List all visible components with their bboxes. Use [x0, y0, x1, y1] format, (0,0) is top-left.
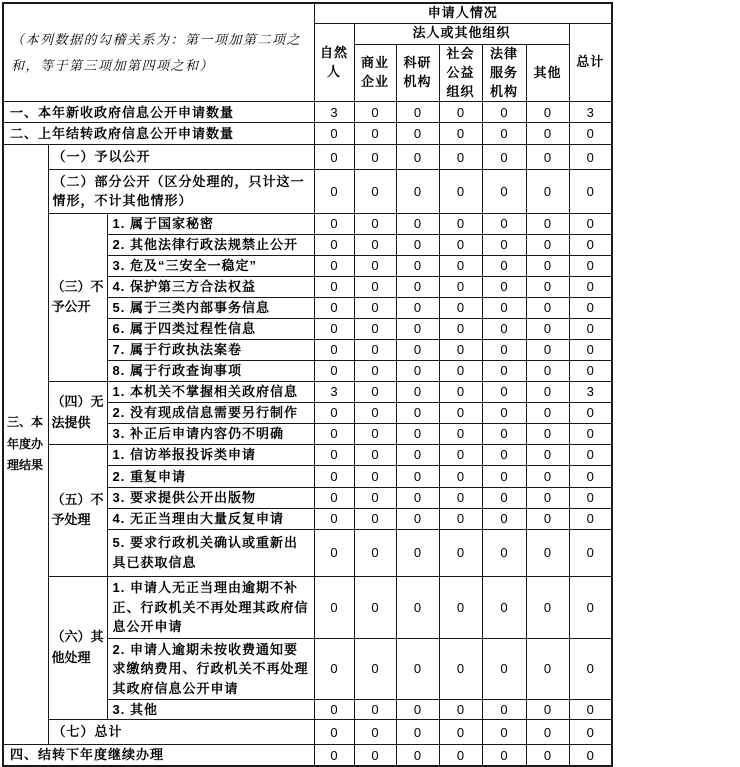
value-cell: 0	[569, 508, 612, 529]
value-cell: 0	[569, 576, 612, 638]
col-header-research-institution: 科研机构	[396, 44, 439, 102]
value-cell: 0	[396, 318, 439, 339]
value-cell: 0	[526, 444, 569, 465]
value-cell: 0	[354, 487, 396, 508]
value-cell: 0	[482, 234, 526, 255]
row-label: 5. 属于三类内部事务信息	[107, 297, 314, 318]
value-cell: 0	[526, 123, 569, 145]
value-cell: 0	[569, 720, 612, 745]
value-cell: 0	[482, 444, 526, 465]
col-header-social-welfare-org: 社会公益组织	[439, 44, 482, 102]
value-cell: 0	[569, 234, 612, 255]
value-cell: 0	[526, 145, 569, 170]
value-cell: 0	[354, 234, 396, 255]
value-cell: 0	[482, 145, 526, 170]
value-cell: 0	[396, 444, 439, 465]
value-cell: 0	[314, 444, 354, 465]
value-cell: 0	[569, 145, 612, 170]
value-cell: 0	[314, 123, 354, 145]
value-cell: 0	[526, 508, 569, 529]
value-cell: 0	[354, 576, 396, 638]
value-cell: 0	[396, 576, 439, 638]
value-cell: 0	[482, 487, 526, 508]
value-cell: 0	[396, 744, 439, 766]
value-cell: 0	[354, 169, 396, 213]
value-cell: 0	[314, 360, 354, 381]
value-cell: 0	[569, 465, 612, 487]
value-cell: 3	[314, 381, 354, 402]
value-cell: 0	[482, 529, 526, 576]
value-cell: 0	[439, 402, 482, 423]
row-label: 4. 无正当理由大量反复申请	[107, 508, 314, 529]
value-cell: 0	[439, 339, 482, 360]
row-label: 7. 属于行政执法案卷	[107, 339, 314, 360]
row-label: 1. 属于国家秘密	[107, 213, 314, 234]
table-row	[3, 102, 612, 123]
value-cell: 0	[482, 169, 526, 213]
row-label: 四、结转下年度继续办理	[3, 744, 314, 766]
value-cell: 3	[569, 381, 612, 402]
value-cell: 0	[396, 638, 439, 699]
value-cell: 0	[439, 576, 482, 638]
value-cell: 0	[482, 402, 526, 423]
value-cell: 0	[482, 123, 526, 145]
value-cell: 0	[526, 744, 569, 766]
value-cell: 0	[439, 444, 482, 465]
value-cell: 0	[354, 638, 396, 699]
value-cell: 0	[439, 487, 482, 508]
value-cell: 0	[526, 638, 569, 699]
row-label: 2. 重复申请	[107, 465, 314, 487]
value-cell: 0	[526, 339, 569, 360]
value-cell: 0	[482, 339, 526, 360]
col-header-legal-service-org: 法律服务机构	[482, 44, 526, 102]
value-cell: 0	[396, 339, 439, 360]
value-cell: 0	[569, 169, 612, 213]
group-label-other-handling: （六）其他处理	[48, 576, 107, 720]
value-cell: 0	[439, 720, 482, 745]
value-cell: 0	[569, 123, 612, 145]
value-cell: 0	[314, 487, 354, 508]
header-row-1	[3, 3, 612, 23]
value-cell: 0	[439, 360, 482, 381]
value-cell: 0	[439, 255, 482, 276]
group-label-not-processed: （五）不予处理	[48, 444, 107, 576]
disclosure-statistics-table	[2, 2, 613, 767]
value-cell: 0	[526, 102, 569, 123]
value-cell: 0	[482, 381, 526, 402]
value-cell: 0	[439, 508, 482, 529]
value-cell: 0	[354, 213, 396, 234]
value-cell: 0	[482, 360, 526, 381]
value-cell: 0	[439, 638, 482, 699]
row-label: 4. 保护第三方合法权益	[107, 276, 314, 297]
value-cell: 0	[526, 487, 569, 508]
value-cell: 0	[396, 487, 439, 508]
value-cell: 0	[439, 465, 482, 487]
value-cell: 0	[569, 444, 612, 465]
value-cell: 0	[569, 339, 612, 360]
value-cell: 0	[526, 381, 569, 402]
value-cell: 0	[526, 255, 569, 276]
value-cell: 0	[314, 213, 354, 234]
value-cell: 0	[354, 744, 396, 766]
value-cell: 0	[569, 744, 612, 766]
value-cell: 0	[314, 529, 354, 576]
table-row	[3, 381, 612, 402]
value-cell: 0	[396, 381, 439, 402]
value-cell: 0	[314, 744, 354, 766]
value-cell: 0	[354, 699, 396, 720]
col-header-other: 其他	[526, 44, 569, 102]
value-cell: 0	[314, 297, 354, 318]
row-label: 3. 要求提供公开出版物	[107, 487, 314, 508]
value-cell: 0	[439, 423, 482, 444]
value-cell: 0	[354, 102, 396, 123]
value-cell: 0	[314, 402, 354, 423]
value-cell: 0	[569, 402, 612, 423]
value-cell: 0	[482, 213, 526, 234]
value-cell: 0	[482, 423, 526, 444]
value-cell: 0	[354, 381, 396, 402]
value-cell: 0	[396, 145, 439, 170]
row-label: 一、本年新收政府信息公开申请数量	[3, 102, 314, 123]
value-cell: 0	[439, 123, 482, 145]
table-row	[3, 720, 612, 745]
value-cell: 0	[526, 318, 569, 339]
value-cell: 0	[396, 465, 439, 487]
value-cell: 0	[396, 699, 439, 720]
row-label: 2. 其他法律行政法规禁止公开	[107, 234, 314, 255]
table-row	[3, 444, 612, 465]
value-cell: 0	[396, 213, 439, 234]
value-cell: 0	[314, 145, 354, 170]
value-cell: 0	[314, 576, 354, 638]
value-cell: 0	[354, 276, 396, 297]
value-cell: 0	[354, 465, 396, 487]
value-cell: 0	[439, 381, 482, 402]
value-cell: 0	[354, 529, 396, 576]
value-cell: 0	[314, 255, 354, 276]
value-cell: 0	[314, 423, 354, 444]
value-cell: 0	[354, 508, 396, 529]
value-cell: 0	[396, 360, 439, 381]
value-cell: 0	[482, 508, 526, 529]
value-cell: 0	[314, 465, 354, 487]
row-label: 8. 属于行政查询事项	[107, 360, 314, 381]
row-label: 2. 没有现成信息需要另行制作	[107, 402, 314, 423]
group-label-unable-to-provide: （四）无法提供	[48, 381, 107, 444]
value-cell: 0	[526, 213, 569, 234]
value-cell: 0	[314, 508, 354, 529]
value-cell: 0	[314, 234, 354, 255]
value-cell: 0	[526, 234, 569, 255]
value-cell: 0	[396, 529, 439, 576]
value-cell: 0	[439, 234, 482, 255]
value-cell: 0	[439, 744, 482, 766]
value-cell: 0	[526, 529, 569, 576]
row-label: 二、上年结转政府信息公开申请数量	[3, 123, 314, 145]
row-label: 5. 要求行政机关确认或重新出具已获取信息	[107, 529, 314, 576]
value-cell: 0	[396, 102, 439, 123]
row-label: 3. 补正后申请内容仍不明确	[107, 423, 314, 444]
value-cell: 0	[439, 213, 482, 234]
value-cell: 0	[569, 255, 612, 276]
value-cell: 0	[354, 318, 396, 339]
value-cell: 0	[354, 444, 396, 465]
value-cell: 0	[569, 423, 612, 444]
value-cell: 0	[526, 423, 569, 444]
value-cell: 0	[482, 720, 526, 745]
value-cell: 0	[354, 123, 396, 145]
value-cell: 0	[439, 102, 482, 123]
value-cell: 0	[396, 276, 439, 297]
value-cell: 0	[396, 234, 439, 255]
value-cell: 0	[396, 402, 439, 423]
value-cell: 0	[354, 255, 396, 276]
value-cell: 0	[482, 744, 526, 766]
table-row	[3, 744, 612, 766]
row-label: 2. 申请人逾期未按收费通知要求缴纳费用、行政机关不再处理其政府信息公开申请	[107, 638, 314, 699]
table-row	[3, 213, 612, 234]
value-cell: 0	[526, 402, 569, 423]
value-cell: 0	[569, 276, 612, 297]
value-cell: 0	[439, 297, 482, 318]
value-cell: 0	[314, 339, 354, 360]
value-cell: 0	[569, 699, 612, 720]
value-cell: 0	[526, 720, 569, 745]
value-cell: 0	[314, 169, 354, 213]
value-cell: 0	[569, 213, 612, 234]
value-cell: 0	[396, 255, 439, 276]
table-row	[3, 123, 612, 145]
row-label: 1. 本机关不掌握相关政府信息	[107, 381, 314, 402]
value-cell: 0	[396, 508, 439, 529]
col-header-commercial-enterprise: 商业企业	[354, 44, 396, 102]
table-row	[3, 145, 612, 170]
value-cell: 0	[526, 576, 569, 638]
value-cell: 0	[526, 276, 569, 297]
value-cell: 0	[482, 465, 526, 487]
value-cell: 0	[482, 699, 526, 720]
value-cell: 0	[439, 145, 482, 170]
col-header-applicant-situation: 申请人情况	[314, 3, 612, 23]
value-cell: 0	[439, 699, 482, 720]
value-cell: 0	[482, 102, 526, 123]
value-cell: 0	[526, 297, 569, 318]
value-cell: 0	[482, 638, 526, 699]
value-cell: 0	[314, 276, 354, 297]
value-cell: 0	[569, 318, 612, 339]
value-cell: 3	[314, 102, 354, 123]
value-cell: 0	[314, 699, 354, 720]
value-cell: 0	[314, 318, 354, 339]
value-cell: 0	[569, 297, 612, 318]
value-cell: 0	[439, 318, 482, 339]
value-cell: 0	[526, 465, 569, 487]
reconciliation-note: （本列数据的勾稽关系为：第一项加第二项之和，等于第三项加第四项之和）	[3, 3, 314, 102]
value-cell: 0	[354, 402, 396, 423]
row-label: （一）予以公开	[48, 145, 314, 170]
col-header-legal-or-other-org: 法人或其他组织	[354, 23, 569, 44]
value-cell: 0	[354, 720, 396, 745]
value-cell: 0	[482, 297, 526, 318]
row-label: （二）部分公开（区分处理的，只计这一情形，不计其他情形）	[48, 169, 314, 213]
value-cell: 0	[569, 487, 612, 508]
col-header-natural-person: 自然人	[314, 23, 354, 102]
value-cell: 0	[482, 576, 526, 638]
value-cell: 0	[396, 297, 439, 318]
value-cell: 0	[526, 169, 569, 213]
value-cell: 0	[396, 169, 439, 213]
value-cell: 0	[439, 169, 482, 213]
value-cell: 0	[354, 423, 396, 444]
value-cell: 3	[569, 102, 612, 123]
value-cell: 0	[482, 276, 526, 297]
value-cell: 0	[439, 529, 482, 576]
row-label: 1. 信访举报投诉类申请	[107, 444, 314, 465]
table-row	[3, 576, 612, 638]
value-cell: 0	[354, 360, 396, 381]
value-cell: 0	[314, 720, 354, 745]
value-cell: 0	[354, 145, 396, 170]
value-cell: 0	[526, 360, 569, 381]
value-cell: 0	[569, 638, 612, 699]
row-label: 3. 危及“三安全一稳定”	[107, 255, 314, 276]
value-cell: 0	[439, 276, 482, 297]
row-label: 6. 属于四类过程性信息	[107, 318, 314, 339]
row-label: 3. 其他	[107, 699, 314, 720]
row-label: （七）总计	[48, 720, 314, 745]
value-cell: 0	[354, 339, 396, 360]
value-cell: 0	[482, 255, 526, 276]
table-row	[3, 169, 612, 213]
col-header-total: 总计	[569, 23, 612, 102]
value-cell: 0	[569, 360, 612, 381]
value-cell: 0	[396, 720, 439, 745]
row-label: 1. 申请人无正当理由逾期不补正、行政机关不再处理其政府信息公开申请	[107, 576, 314, 638]
value-cell: 0	[482, 318, 526, 339]
section-three-label: 三、本年度办理结果	[3, 145, 48, 745]
value-cell: 0	[354, 297, 396, 318]
value-cell: 0	[526, 699, 569, 720]
value-cell: 0	[396, 123, 439, 145]
group-label-no-disclosure: （三）不予公开	[48, 213, 107, 381]
value-cell: 0	[314, 638, 354, 699]
value-cell: 0	[569, 529, 612, 576]
value-cell: 0	[396, 423, 439, 444]
